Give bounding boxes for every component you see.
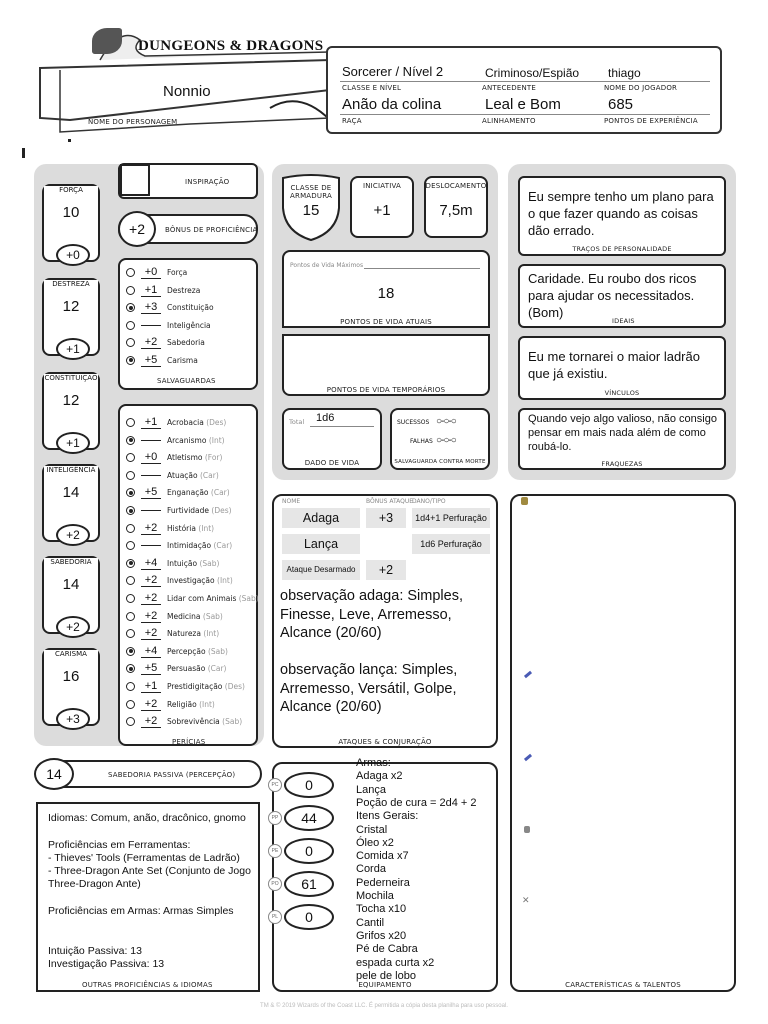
skill-row[interactable] bbox=[126, 643, 228, 660]
flaws-label: FRAQUEZAS bbox=[601, 460, 643, 468]
passive-label: SABEDORIA PASSIVA (PERCEPÇÃO) bbox=[108, 771, 236, 779]
save-mod[interactable]: +2 bbox=[141, 336, 161, 349]
death-success-circles[interactable]: ○-○-○ bbox=[436, 416, 456, 427]
death-success-label: SUCESSOS bbox=[397, 419, 430, 426]
other-prof-line bbox=[48, 825, 251, 838]
skill-mod[interactable]: +5 bbox=[141, 662, 161, 675]
other-prof-line bbox=[48, 892, 251, 905]
ability-name: FORÇA bbox=[44, 186, 98, 194]
equipment-item: Óleo x2 bbox=[356, 836, 394, 849]
skill-name: História (Int) bbox=[167, 523, 215, 533]
other-prof-line: Three-Dragon Ante) bbox=[48, 878, 141, 891]
feature-figure-icon bbox=[521, 497, 528, 505]
skill-name: Intimidação (Car) bbox=[167, 541, 233, 551]
skill-proficiency-dot[interactable] bbox=[126, 647, 135, 656]
equipment-item: Grifos x20 bbox=[356, 929, 407, 942]
equipment-item: espada curta x2 bbox=[356, 956, 435, 969]
skill-name: Furtividade (Des) bbox=[167, 506, 232, 515]
skill-mod[interactable]: +0 bbox=[141, 451, 161, 464]
attack-note-line: Finesse, Leve, Arremesso, bbox=[280, 606, 452, 623]
other-prof-line: Idiomas: Comum, anão, dracônico, gnomo bbox=[48, 812, 246, 824]
skill-name: Religião (Int) bbox=[167, 699, 215, 709]
save-row[interactable] bbox=[126, 334, 205, 351]
coin-value[interactable]: 44 bbox=[284, 805, 334, 831]
ac-label: CLASSE DE ARMADURA bbox=[290, 184, 332, 200]
alignment-label: ALINHAMENTO bbox=[482, 117, 536, 125]
ac-value[interactable]: 15 bbox=[302, 202, 320, 219]
save-mod[interactable]: +1 bbox=[141, 284, 161, 297]
skill-row[interactable] bbox=[126, 432, 225, 449]
skill-row[interactable] bbox=[126, 555, 219, 572]
coin-label: PC bbox=[268, 778, 282, 792]
death-saves-label: SALVAGUARDA CONTRA MORTE bbox=[394, 459, 486, 465]
skill-row[interactable] bbox=[126, 414, 226, 431]
skill-name: Medicina (Sab) bbox=[167, 611, 223, 621]
attack-note-line: observação lança: Simples, bbox=[280, 662, 458, 678]
skill-proficiency-dot[interactable] bbox=[126, 576, 135, 585]
feature-swords-icon: ✕ bbox=[522, 895, 530, 905]
equipment-item: Cristal bbox=[356, 823, 388, 836]
death-failure-label: FALHAS bbox=[410, 438, 433, 445]
flaws-text[interactable]: Quando vejo algo valioso, não consigo pensar em mais nada além de como roubá-lo. bbox=[528, 413, 717, 453]
skill-name: Sobrevivência (Sab) bbox=[167, 717, 243, 727]
logo-text: DUNGEONS & DRAGONS bbox=[138, 38, 324, 54]
ability-score[interactable]: 10 bbox=[62, 204, 80, 221]
save-mod[interactable]: +3 bbox=[141, 301, 161, 314]
attack-note-line: observação adaga: Simples, bbox=[280, 588, 463, 604]
attack-note-line: Alcance (20/60) bbox=[280, 625, 382, 641]
hit-dice-total[interactable]: 1d6 bbox=[316, 412, 335, 424]
skill-proficiency-dot[interactable] bbox=[126, 506, 135, 515]
save-row[interactable] bbox=[126, 317, 211, 334]
coin-value[interactable]: 0 bbox=[284, 838, 334, 864]
skill-proficiency-dot[interactable] bbox=[126, 664, 135, 673]
skill-mod[interactable]: +2 bbox=[141, 574, 161, 587]
attack-note-line: Arremesso, Versátil, Golpe, bbox=[280, 680, 457, 697]
hp-max-label: Pontos de Vida Máximos bbox=[290, 262, 364, 269]
skill-name: Intuição (Sab) bbox=[167, 558, 220, 568]
proficiency-value[interactable]: +2 bbox=[118, 211, 156, 247]
other-prof-line: Intuição Passiva: 13 bbox=[48, 944, 142, 957]
feature-bag-icon bbox=[524, 826, 530, 833]
equipment-item: Poção de cura = 2d4 + 2 bbox=[356, 796, 477, 809]
dragon-logo-icon bbox=[92, 28, 122, 54]
save-name: Destreza bbox=[167, 285, 201, 295]
other-prof-line: - Thieves' Tools (Ferramentas de Ladrão) bbox=[48, 851, 240, 864]
skill-row[interactable] bbox=[126, 696, 215, 713]
skill-name: Prestidigitação (Des) bbox=[167, 682, 245, 691]
ability-cha: CARISMA 16 +3 bbox=[42, 648, 100, 726]
background-label: ANTECEDENTE bbox=[482, 84, 536, 92]
hp-current-value[interactable]: 18 bbox=[377, 285, 395, 302]
save-proficiency-dot[interactable] bbox=[126, 286, 135, 295]
skill-row[interactable] bbox=[126, 608, 223, 625]
equipment-item: pele de lobo bbox=[356, 969, 416, 982]
skill-row[interactable] bbox=[126, 678, 245, 695]
xp[interactable]: 685 bbox=[608, 96, 634, 113]
skill-name: Investigação (Int) bbox=[167, 576, 233, 586]
saves-title: SALVAGUARDAS bbox=[157, 377, 216, 385]
skill-proficiency-dot[interactable] bbox=[126, 436, 135, 445]
ability-con: CONSTITUIÇÃO 12 +1 bbox=[42, 372, 100, 450]
attack-damage[interactable]: 1d6 Perfuração bbox=[412, 534, 490, 554]
equipment-item: Lança bbox=[356, 783, 386, 796]
background[interactable]: Criminoso/Espião bbox=[485, 66, 580, 80]
footer-text: TM & © 2019 Wizards of the Coast LLC. É permitida a cópia desta planilha para uso pessoal. bbox=[260, 1003, 508, 1009]
skill-proficiency-dot[interactable] bbox=[126, 682, 135, 691]
equipment-item: Pederneira bbox=[356, 876, 410, 889]
attack-name[interactable]: Adaga bbox=[282, 508, 360, 528]
equipment-item: Itens Gerais: bbox=[356, 810, 419, 823]
skill-proficiency-dot[interactable] bbox=[126, 541, 135, 550]
xp-label: PONTOS DE EXPERIÊNCIA bbox=[604, 117, 698, 125]
equipment-item: Pé de Cabra bbox=[356, 943, 418, 956]
equipment-item: Comida x7 bbox=[356, 850, 409, 863]
skill-name: Arcanismo (Int) bbox=[167, 435, 225, 445]
speed-value[interactable]: 7,5m bbox=[439, 202, 473, 219]
attack-name[interactable]: Lança bbox=[282, 534, 360, 554]
coin-label: PE bbox=[268, 844, 282, 858]
skill-proficiency-dot[interactable] bbox=[126, 524, 135, 533]
coin-label: PP bbox=[268, 811, 282, 825]
margin-mark bbox=[22, 148, 25, 158]
character-name[interactable]: Nonnio bbox=[163, 83, 211, 100]
skill-row[interactable] bbox=[126, 537, 232, 554]
equipment-item: Tocha x10 bbox=[356, 903, 407, 916]
skill-name: Persuasão (Car) bbox=[167, 664, 227, 674]
alignment[interactable]: Leal e Bom bbox=[485, 96, 561, 113]
other-prof-line: Investigação Passiva: 13 bbox=[48, 958, 165, 971]
skill-row[interactable] bbox=[126, 484, 230, 501]
skill-name: Atuação (Car) bbox=[167, 470, 219, 480]
attack-col-damage: DANO/TIPO bbox=[412, 498, 446, 505]
skill-mod[interactable] bbox=[141, 545, 161, 546]
save-name: Carisma bbox=[167, 355, 198, 365]
skill-proficiency-dot[interactable] bbox=[126, 559, 135, 568]
skill-name: Enganação (Car) bbox=[167, 488, 230, 498]
ideals-text[interactable]: Caridade. Eu roubo dos ricos para ajudar os necessitados. (Bom) bbox=[528, 271, 697, 320]
coin-value[interactable]: 0 bbox=[284, 772, 334, 798]
save-proficiency-dot[interactable] bbox=[126, 321, 135, 330]
skill-proficiency-dot[interactable] bbox=[126, 453, 135, 462]
save-row[interactable] bbox=[126, 282, 200, 299]
skill-proficiency-dot[interactable] bbox=[126, 471, 135, 480]
equipment-item: Cantil bbox=[356, 916, 385, 929]
hp-current-label: PONTOS DE VIDA ATUAIS bbox=[340, 318, 432, 326]
inspiration-square[interactable] bbox=[120, 164, 150, 196]
inspiration-label: INSPIRAÇÃO bbox=[185, 178, 230, 186]
skill-proficiency-dot[interactable] bbox=[126, 594, 135, 603]
save-name: Força bbox=[167, 268, 188, 277]
save-row[interactable] bbox=[126, 352, 198, 369]
other-prof-line: Proficiências em Armas: Armas Simples bbox=[48, 905, 234, 918]
save-row[interactable] bbox=[126, 264, 187, 281]
skill-mod[interactable]: +2 bbox=[141, 627, 161, 640]
skill-mod[interactable]: +2 bbox=[141, 715, 161, 728]
save-proficiency-dot[interactable] bbox=[126, 268, 135, 277]
ability-mod: +0 bbox=[56, 244, 90, 266]
save-proficiency-dot[interactable] bbox=[126, 303, 135, 312]
skills-title: PERÍCIAS bbox=[172, 738, 206, 746]
save-mod[interactable] bbox=[141, 325, 161, 326]
skill-row[interactable] bbox=[126, 520, 214, 537]
race-label: RAÇA bbox=[342, 117, 362, 125]
speed-label: DESLOCAMENTO bbox=[425, 182, 487, 190]
character-name-label: NOME DO PERSONAGEM bbox=[88, 118, 178, 126]
ability-wis: SABEDORIA 14 +2 bbox=[42, 556, 100, 634]
attack-damage[interactable]: 1d4+1 Perfuração bbox=[412, 508, 490, 528]
coin-label: PO bbox=[268, 877, 282, 891]
equipment-item: Corda bbox=[356, 863, 386, 876]
ability-int: INTELIGÊNCIA 14 +2 bbox=[42, 464, 100, 542]
skill-mod[interactable]: +1 bbox=[141, 680, 161, 693]
skill-mod[interactable]: +2 bbox=[141, 698, 161, 711]
hit-dice-label: DADO DE VIDA bbox=[304, 459, 360, 467]
coin-value[interactable]: 61 bbox=[284, 871, 334, 897]
other-prof-line: - Three-Dragon Ante Set (Conjunto de Jogo bbox=[48, 865, 251, 878]
class-level[interactable]: Sorcerer / Nível 2 bbox=[342, 64, 444, 79]
race[interactable]: Anão da colina bbox=[342, 96, 442, 113]
other-prof-line bbox=[48, 918, 251, 931]
attack-col-bonus: BÔNUS ATAQUE bbox=[366, 498, 414, 505]
features-title: CARACTERÍSTICAS & TALENTOS bbox=[565, 981, 681, 989]
save-mod[interactable]: +0 bbox=[141, 266, 161, 279]
skill-name: Percepção (Sab) bbox=[167, 646, 228, 656]
skill-mod[interactable]: +4 bbox=[141, 557, 161, 570]
skill-mod[interactable] bbox=[141, 475, 161, 476]
personality-text[interactable]: Eu sempre tenho um plano para o que fazer quando as coisas dão errado. bbox=[528, 189, 714, 238]
skill-mod[interactable]: +2 bbox=[141, 610, 161, 623]
initiative-value[interactable]: +1 bbox=[373, 202, 391, 219]
skill-mod[interactable]: +2 bbox=[141, 592, 161, 605]
save-mod[interactable]: +5 bbox=[141, 354, 161, 367]
skill-mod[interactable] bbox=[141, 510, 161, 511]
skill-proficiency-dot[interactable] bbox=[126, 629, 135, 638]
skill-name: Natureza (Int) bbox=[167, 629, 220, 639]
skill-mod[interactable]: +5 bbox=[141, 486, 161, 499]
skill-name: Atletismo (For) bbox=[167, 453, 223, 463]
bonds-text[interactable]: Eu me tornarei o maior ladrão que já existiu. bbox=[528, 349, 700, 381]
skill-mod[interactable] bbox=[141, 440, 161, 441]
other-prof-line: Proficiências em Ferramentas: bbox=[48, 838, 191, 851]
attack-name[interactable]: Ataque Desarmado bbox=[282, 560, 360, 580]
player-name[interactable]: thiago bbox=[608, 66, 641, 80]
class-level-label: CLASSE E NÍVEL bbox=[342, 84, 402, 92]
skill-row[interactable] bbox=[126, 467, 219, 484]
skill-name: Acrobacia (Des) bbox=[167, 418, 227, 427]
skill-mod[interactable]: +4 bbox=[141, 645, 161, 658]
skill-row[interactable] bbox=[126, 625, 219, 642]
hit-dice-total-label: Total bbox=[289, 418, 305, 426]
personality-label: TRAÇOS DE PERSONALIDADE bbox=[572, 245, 672, 253]
equipment-item: Armas: bbox=[356, 757, 391, 769]
attack-col-name: NOME bbox=[282, 498, 301, 505]
skill-row[interactable] bbox=[126, 713, 242, 730]
skill-proficiency-dot[interactable] bbox=[126, 612, 135, 621]
attack-bonus[interactable]: +2 bbox=[366, 560, 406, 580]
skill-name: Lidar com Animais (Sab) bbox=[167, 594, 259, 603]
save-proficiency-dot[interactable] bbox=[126, 356, 135, 365]
attacks-title: ATAQUES & CONJURAÇÃO bbox=[338, 738, 432, 746]
skill-mod[interactable]: +2 bbox=[141, 522, 161, 535]
skill-proficiency-dot[interactable] bbox=[126, 488, 135, 497]
passive-value[interactable]: 14 bbox=[34, 758, 74, 790]
save-name: Sabedoria bbox=[167, 338, 205, 347]
skill-proficiency-dot[interactable] bbox=[126, 700, 135, 709]
skill-proficiency-dot[interactable] bbox=[126, 418, 135, 427]
hp-temp-label: PONTOS DE VIDA TEMPORÁRIOS bbox=[326, 386, 446, 394]
coin-label: PL bbox=[268, 910, 282, 924]
ability-dex: DESTREZA 12 +1 bbox=[42, 278, 100, 356]
skill-row[interactable] bbox=[126, 590, 259, 607]
initiative-label: INICIATIVA bbox=[362, 182, 402, 190]
attack-note-line: Alcance (20/60) bbox=[280, 699, 382, 715]
attack-bonus[interactable]: +3 bbox=[366, 508, 406, 528]
save-name: Constituição bbox=[167, 303, 214, 312]
save-proficiency-dot[interactable] bbox=[126, 338, 135, 347]
equipment-item: Adaga x2 bbox=[356, 770, 403, 783]
skill-mod[interactable]: +1 bbox=[141, 416, 161, 429]
other-prof-line bbox=[48, 932, 251, 945]
features-box[interactable] bbox=[510, 494, 736, 992]
coin-value[interactable]: 0 bbox=[284, 904, 334, 930]
bullet-dot bbox=[68, 139, 71, 142]
death-failure-circles[interactable]: ○-○-○ bbox=[436, 435, 456, 446]
equipment-title: EQUIPAMENTO bbox=[358, 981, 412, 989]
attack-note-line bbox=[280, 643, 463, 662]
proficiency-label: BÔNUS DE PROFICIÊNCIA bbox=[165, 226, 258, 234]
skill-row[interactable] bbox=[126, 660, 226, 677]
equipment-item: Mochila bbox=[356, 890, 394, 902]
skill-proficiency-dot[interactable] bbox=[126, 717, 135, 726]
other-prof-text[interactable] bbox=[48, 812, 251, 972]
skill-row[interactable] bbox=[126, 502, 232, 519]
skill-row[interactable] bbox=[126, 449, 222, 466]
attack-notes[interactable] bbox=[280, 587, 463, 717]
player-label: NOME DO JOGADOR bbox=[604, 84, 678, 92]
skill-row[interactable] bbox=[126, 572, 233, 589]
ideals-label: IDEAIS bbox=[612, 317, 635, 325]
other-prof-title: OUTRAS PROFICIÊNCIAS & IDIOMAS bbox=[82, 981, 213, 989]
save-row[interactable] bbox=[126, 299, 214, 316]
save-name: Inteligência bbox=[167, 320, 211, 330]
bonds-label: VÍNCULOS bbox=[604, 389, 640, 397]
